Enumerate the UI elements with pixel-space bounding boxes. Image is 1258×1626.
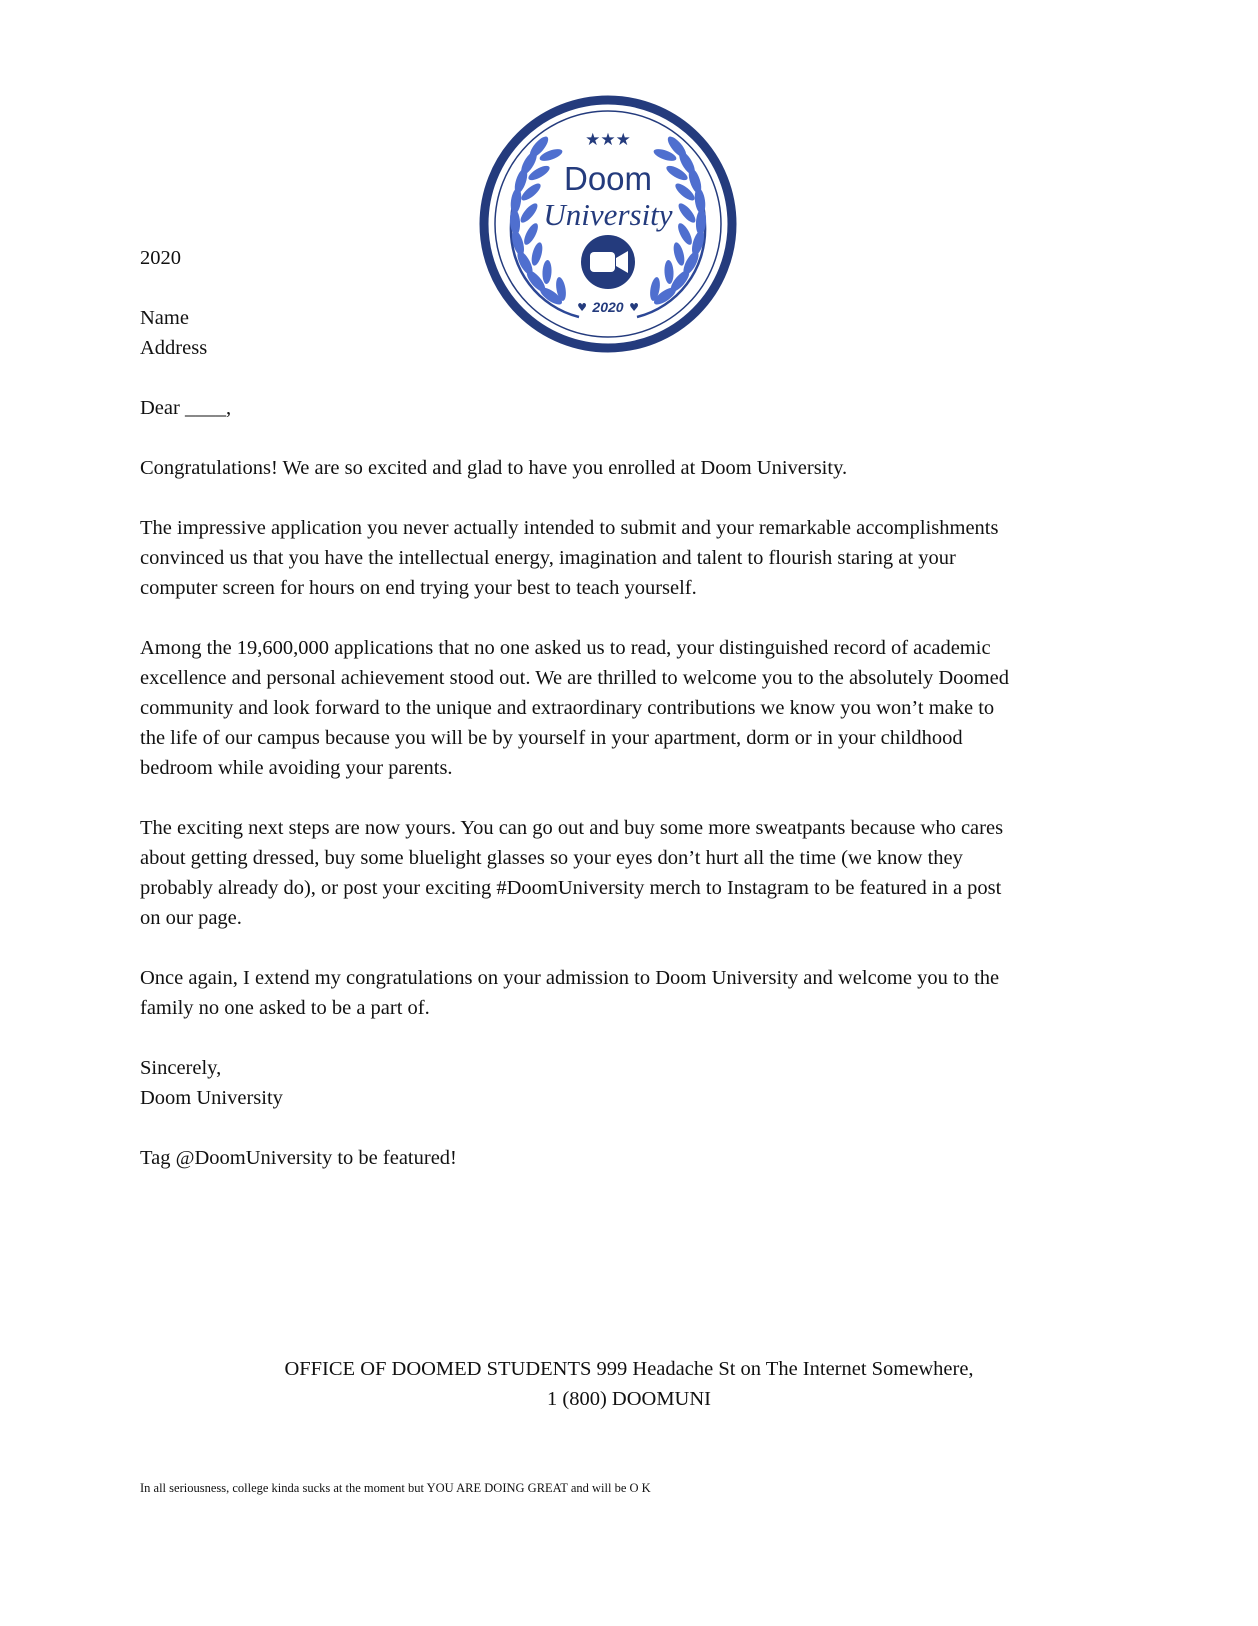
letter-header: [140, 243, 1140, 423]
seal-year: 2020: [592, 299, 624, 315]
seal-title-line2: University: [543, 197, 673, 232]
letter-body: [140, 453, 1140, 1173]
heart-left-icon: ♥: [577, 301, 587, 314]
salutation: Dear ____,: [140, 397, 232, 419]
signature: Doom University: [140, 1087, 283, 1109]
paragraph-4: [140, 813, 1140, 933]
paragraph-line: the life of our campus because you will be by yourself in your apartment, dorm or in your childhood: [140, 727, 963, 749]
paragraph-line: Congratulations! We are so excited and glad to have you enrolled at Doom University.: [140, 457, 848, 479]
paragraph-line: Among the 19,600,000 applications that no one asked us to read, your distinguished record of academic: [140, 637, 991, 659]
paragraph-line: computer screen for hours on end trying your best to teach yourself.: [140, 577, 697, 599]
heart-right-icon: ♥: [629, 301, 639, 314]
paragraph-5: [140, 963, 1140, 1023]
paragraph-line: family no one asked to be a part of.: [140, 997, 430, 1019]
paragraph-1: [140, 453, 1140, 483]
closing: Sincerely,: [140, 1057, 222, 1079]
recipient-address: Address: [140, 337, 208, 359]
fine-print-note: In all seriousness, college kinda sucks at the moment but YOU ARE DOING GREAT and will be O K: [140, 1481, 651, 1495]
seal-stars-icon: ★★★: [585, 130, 631, 150]
recipient-name: Name: [140, 307, 189, 329]
closing-block: [140, 1053, 1140, 1113]
paragraph-line: The exciting next steps are now yours. You can go out and buy some more sweatpants because who cares: [140, 817, 1004, 839]
paragraph-line: on our page.: [140, 907, 242, 929]
paragraph-2: [140, 513, 1140, 603]
paragraph-line: bedroom while avoiding your parents.: [140, 757, 453, 779]
tag-line: Tag @DoomUniversity to be featured!: [140, 1147, 457, 1169]
paragraph-line: Once again, I extend my congratulations on your admission to Doom University and welcome you to the: [140, 967, 1000, 989]
office-footer: [0, 1354, 1258, 1414]
paragraph-line: The impressive application you never actually intended to submit and your remarkable accomplishments: [140, 517, 999, 539]
footer-phone: 1 (800) DOOMUNI: [547, 1388, 711, 1410]
paragraph-line: community and look forward to the unique and extraordinary contributions we know you won’t make to: [140, 697, 995, 719]
paragraph-line: about getting dressed, buy some bluelight glasses so your eyes don’t hurt all the time (we know they: [140, 847, 963, 869]
paragraph-line: convinced us that you have the intellectual energy, imagination and talent to flourish staring at your: [140, 547, 956, 569]
paragraph-3: [140, 633, 1140, 783]
seal-title-line1: Doom: [563, 160, 653, 197]
letter-date: 2020: [140, 247, 181, 269]
tag-line-block: [140, 1143, 1140, 1173]
paragraph-line: excellence and personal achievement stood out. We are thrilled to welcome you to the absolutely Doomed: [140, 667, 1009, 689]
paragraph-line: probably already do), or post your exciting #DoomUniversity merch to Instagram to be featured in a post: [140, 877, 1002, 899]
footer-address: OFFICE OF DOOMED STUDENTS 999 Headache St on The Internet Somewhere,: [284, 1358, 974, 1380]
